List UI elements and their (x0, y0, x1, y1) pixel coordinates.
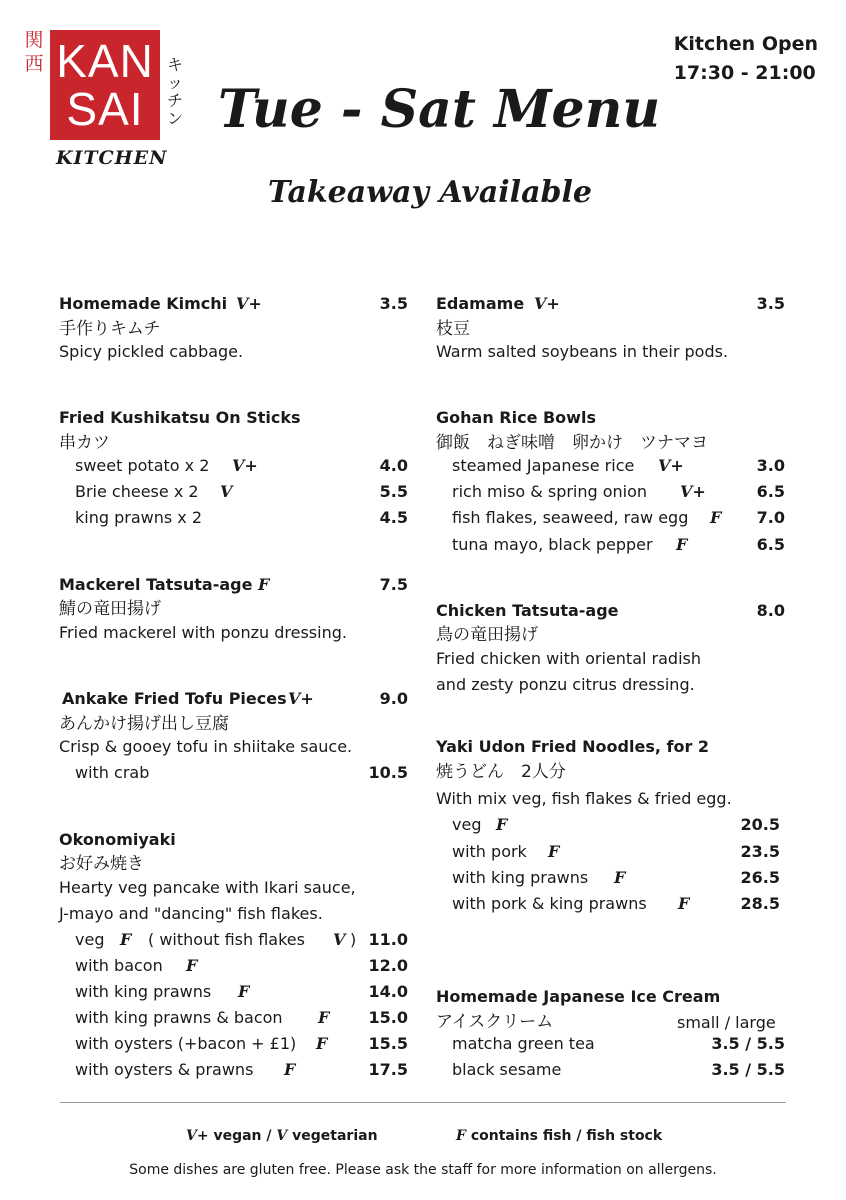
legend-text-vegetarian: vegetarian (292, 1128, 378, 1144)
item-japanese-name: あんかけ揚げ出し豆腐 (59, 714, 229, 734)
option-label: with pork & king prawns (452, 894, 647, 913)
option-price: 10.5 (368, 763, 408, 782)
option-price: 28.5 (740, 894, 780, 913)
option-label: with king prawns & bacon (75, 1008, 283, 1027)
item-price: 3.5 (756, 294, 785, 313)
legend-fish (456, 1128, 662, 1144)
option-label: with king prawns (75, 982, 212, 1001)
option-price: 17.5 (368, 1060, 408, 1079)
legend-tag-fish: F (456, 1128, 466, 1144)
legend-text-vegan: vegan / (213, 1128, 272, 1144)
dietary-tag: V+ (534, 294, 560, 313)
item-description: Crisp & gooey tofu in shiitake sauce. (59, 737, 353, 756)
hours-label: Kitchen Open (673, 33, 818, 55)
allergen-note: Some dishes are gluten free. Please ask the staff for more information on allergens. (129, 1162, 717, 1178)
dietary-tag: F (120, 930, 132, 949)
option-label: with oysters (+bacon + £1) (75, 1034, 297, 1053)
item-japanese-name: アイスクリーム (436, 1012, 554, 1032)
footer-divider (60, 1102, 786, 1103)
logo-kanji: 関西 (24, 29, 44, 75)
option-price: 12.0 (368, 956, 408, 975)
option-label: with bacon (75, 956, 163, 975)
option-label: Brie cheese x 2 (75, 482, 199, 501)
item-name: Chicken Tatsuta-age (436, 601, 619, 620)
item-japanese-name: お好み焼き (59, 854, 144, 874)
item-name: Ankake Fried Tofu Pieces (62, 689, 287, 708)
logo-line-2: SAI (66, 83, 144, 135)
item-description: Fried mackerel with ponzu dressing. (59, 623, 347, 642)
option-price: 5.5 (379, 482, 408, 501)
item-price: 8.0 (756, 601, 785, 620)
option-label: steamed Japanese rice (452, 456, 635, 475)
option-label: with oysters & prawns (75, 1060, 254, 1079)
dietary-tag: F (186, 956, 198, 975)
option-label: black sesame (452, 1060, 562, 1079)
dietary-tag: F (238, 982, 250, 1001)
item-japanese-name: 鳥の竜田揚げ (436, 625, 538, 645)
item-japanese-name: 御飯 ねぎ味噌 卵かけ ツナマヨ (436, 433, 708, 453)
option-price: 15.0 (368, 1008, 408, 1027)
dietary-tag: V+ (680, 482, 706, 501)
option-note-close: ) (350, 930, 357, 949)
item-description: Warm salted soybeans in their pods. (436, 342, 729, 361)
item-japanese-name: 枝豆 (436, 319, 470, 339)
page-subtitle: Takeaway Available (268, 175, 592, 210)
dietary-tag: V (220, 482, 233, 501)
legend-tag-vegetarian: V (276, 1128, 288, 1144)
option-price: 11.0 (368, 930, 408, 949)
dietary-tag: F (284, 1060, 296, 1079)
item-japanese-name: 鯖の竜田揚げ (59, 599, 161, 619)
item-name: Edamame (436, 294, 525, 313)
option-price: 15.5 (368, 1034, 408, 1053)
hours-time: 17:30 - 21:00 (673, 62, 816, 84)
item-name: Fried Kushikatsu On Sticks (59, 408, 301, 427)
option-label: rich miso & spring onion (452, 482, 648, 501)
item-price: 3.5 (379, 294, 408, 313)
item-japanese-name: 手作りキムチ (59, 319, 161, 339)
dietary-tag: F (710, 508, 722, 527)
item-name: Okonomiyaki (59, 830, 176, 849)
dietary-tag: F (678, 894, 690, 913)
option-label: sweet potato x 2 (75, 456, 210, 475)
item-price: 9.0 (379, 689, 408, 708)
logo-line-1: KAN (56, 35, 154, 87)
option-price: 3.5 / 5.5 (711, 1060, 785, 1079)
kansai-logo (50, 30, 160, 140)
item-name: Homemade Kimchi (59, 294, 228, 313)
item-name: Gohan Rice Bowls (436, 408, 596, 427)
dietary-tag: F (614, 868, 626, 887)
option-label: with pork (452, 842, 527, 861)
option-label: with king prawns (452, 868, 589, 887)
option-price: 7.0 (756, 508, 785, 527)
option-label: with crab (75, 763, 150, 782)
item-name: Yaki Udon Fried Noodles, for 2 (436, 737, 710, 756)
dietary-tag: F (258, 575, 270, 594)
dietary-tag: F (548, 842, 560, 861)
dietary-tag: V+ (232, 456, 258, 475)
item-name: Mackerel Tatsuta-age (59, 575, 253, 594)
option-price: 23.5 (740, 842, 780, 861)
option-label: veg (75, 930, 105, 949)
dietary-tag: V+ (288, 689, 314, 708)
item-price: 7.5 (379, 575, 408, 594)
legend-tag-vegan: V+ (186, 1128, 209, 1144)
item-description: Spicy pickled cabbage. (59, 342, 244, 361)
option-note: ( without fish flakes (148, 930, 305, 949)
dietary-tag: F (496, 815, 508, 834)
option-price: 6.5 (756, 482, 785, 501)
item-japanese-name: 焼うどん 2人分 (436, 762, 566, 782)
item-japanese-name: 串カツ (59, 433, 110, 453)
item-description: and zesty ponzu citrus dressing. (436, 675, 695, 694)
option-price: 4.5 (379, 508, 408, 527)
dietary-tag: V+ (236, 294, 262, 313)
item-description: Fried chicken with oriental radish (436, 649, 701, 668)
option-label: matcha green tea (452, 1034, 595, 1053)
option-label: veg (452, 815, 482, 834)
dietary-tag: F (316, 1034, 328, 1053)
option-price: 6.5 (756, 535, 785, 554)
dietary-tag: F (318, 1008, 330, 1027)
kitchen-hours (674, 30, 818, 88)
legend-vegan-vegetarian (186, 1128, 378, 1144)
dietary-tag: V (333, 930, 346, 949)
option-price: 3.0 (756, 456, 785, 475)
option-price: 3.5 / 5.5 (711, 1034, 785, 1053)
legend-text-fish: contains fish / fish stock (470, 1128, 663, 1144)
option-label: fish flakes, seaweed, raw egg (452, 508, 689, 527)
option-price: 4.0 (379, 456, 408, 475)
logo-katakana: キッチン (166, 55, 183, 128)
option-price: 20.5 (740, 815, 780, 834)
item-description: With mix veg, fish flakes & fried egg. (436, 789, 732, 808)
item-name: Homemade Japanese Ice Cream (436, 987, 721, 1006)
page-title: Tue - Sat Menu (218, 79, 661, 140)
dietary-tag: V+ (658, 456, 684, 475)
dietary-tag: F (676, 535, 688, 554)
size-labels: small / large (677, 1013, 776, 1032)
option-price: 26.5 (740, 868, 780, 887)
item-description: Hearty veg pancake with Ikari sauce, (59, 878, 356, 897)
logo-kitchen-label: KITCHEN (56, 147, 168, 169)
item-description: J-mayo and "dancing" fish flakes. (59, 904, 323, 923)
option-label: king prawns x 2 (75, 508, 203, 527)
option-price: 14.0 (368, 982, 408, 1001)
option-label: tuna mayo, black pepper (452, 535, 653, 554)
